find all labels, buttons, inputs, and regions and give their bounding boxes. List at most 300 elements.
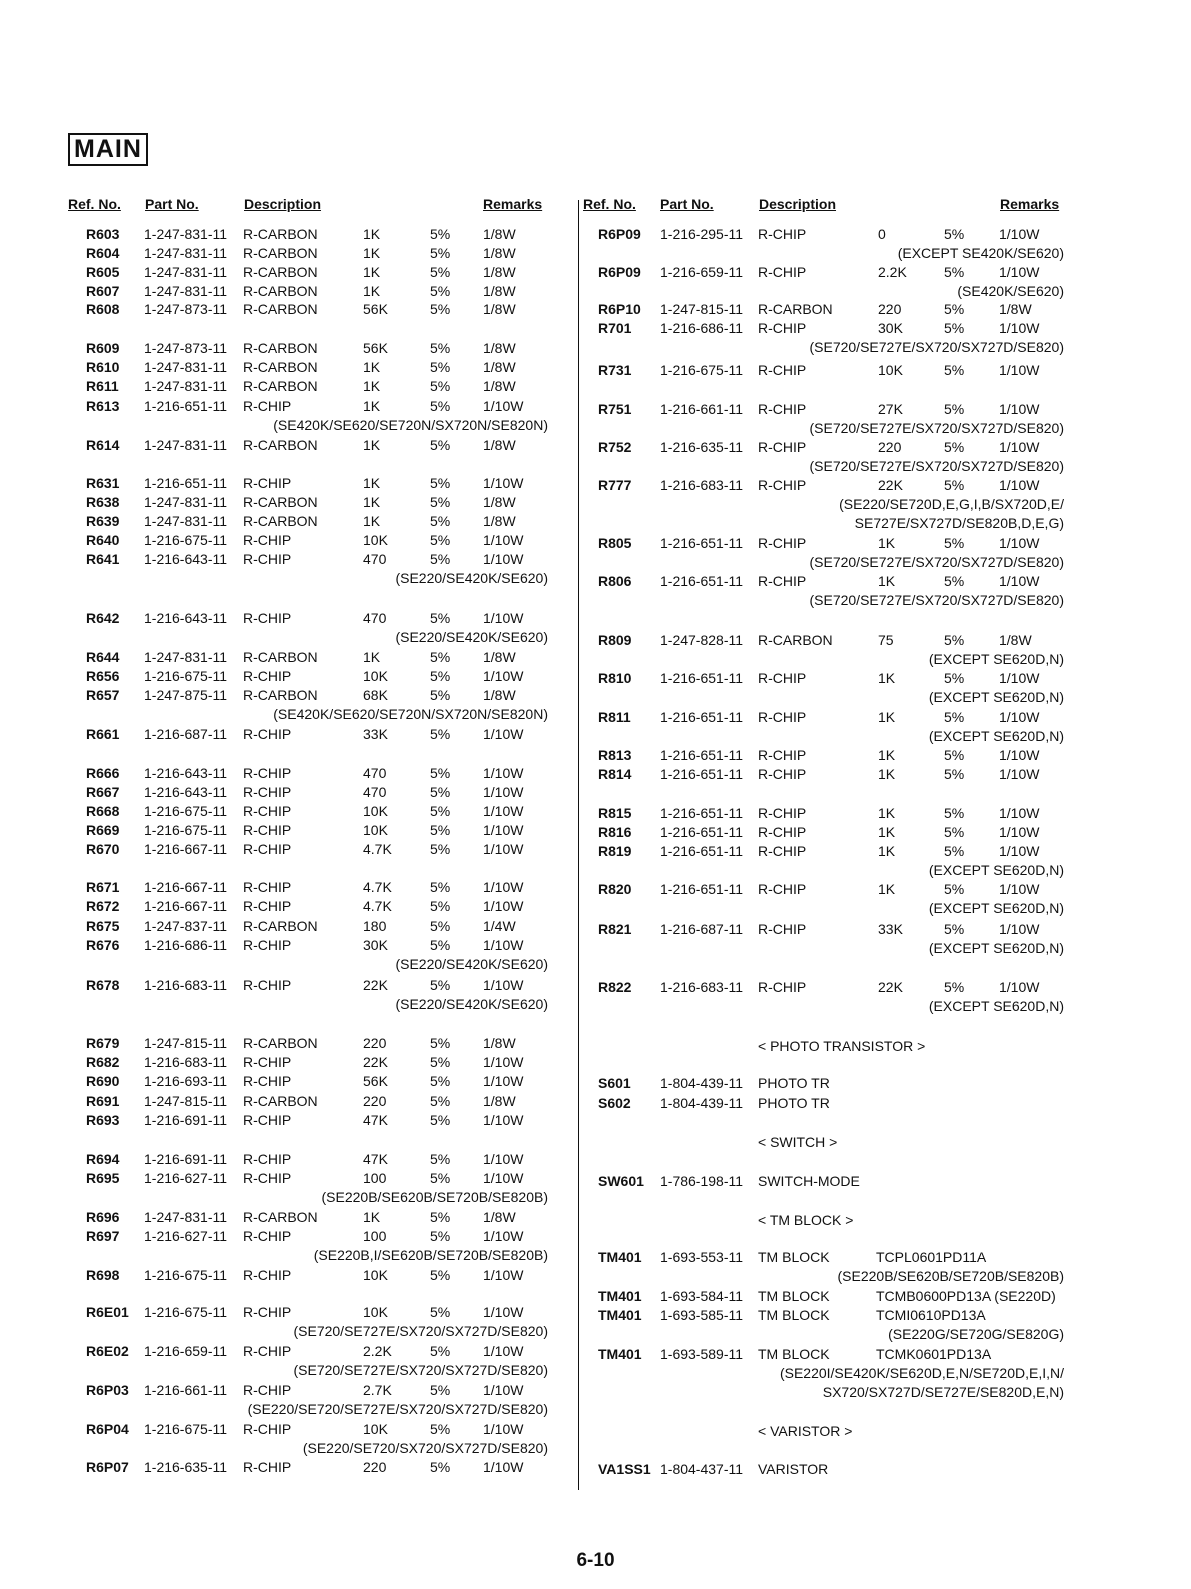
- tolerance: 5%: [430, 1421, 451, 1437]
- tolerance: 5%: [944, 766, 965, 782]
- ref-no: R603: [86, 226, 120, 242]
- part-no: 1-216-693-11: [144, 1073, 228, 1089]
- power-rating: 1/10W: [483, 1151, 524, 1167]
- value: 100: [363, 1228, 387, 1244]
- remark-note: (SE220/SE420K/SE620): [395, 996, 548, 1012]
- part-no: 1-216-686-11: [660, 320, 744, 336]
- value: 220: [363, 1093, 387, 1109]
- description: R-CHIP: [243, 822, 292, 838]
- table-row: [598, 534, 1098, 553]
- value: 1K: [363, 226, 381, 242]
- description: R-CHIP: [243, 1304, 292, 1320]
- section-title-box: MAIN: [68, 133, 148, 166]
- table-row: [86, 686, 586, 705]
- part-no: 1-247-831-11: [144, 359, 228, 375]
- description: R-CHIP: [243, 803, 292, 819]
- table-row: [598, 263, 1098, 282]
- power-rating: 1/10W: [999, 747, 1040, 763]
- ref-no: R816: [598, 824, 632, 840]
- part-no: 1-216-651-11: [660, 670, 744, 686]
- table-row: [86, 282, 586, 301]
- value: 220: [363, 1035, 387, 1051]
- table-row: [86, 648, 586, 667]
- table-row: [86, 493, 586, 512]
- tolerance: 5%: [430, 494, 451, 510]
- part-no: 1-216-667-11: [144, 841, 228, 857]
- part-no: 1-247-831-11: [144, 283, 228, 299]
- part-no: 1-247-873-11: [144, 340, 228, 356]
- remark-note: (SE220/SE720/SE727E/SX720/SX727D/SE820): [247, 1401, 548, 1417]
- table-row: [86, 878, 586, 897]
- tolerance: 5%: [430, 283, 451, 299]
- power-rating: 1/8W: [483, 1035, 516, 1051]
- value: 10K: [363, 803, 388, 819]
- remark-note: (EXCEPT SE420K/SE620): [897, 245, 1064, 261]
- remark-note: (SE420K/SE620): [957, 283, 1064, 299]
- part-no: 1-247-831-11: [144, 649, 228, 665]
- table-row: [598, 1172, 1098, 1191]
- value: 10K: [363, 1267, 388, 1283]
- ref-no: R751: [598, 401, 632, 417]
- description: R-CHIP: [243, 937, 292, 953]
- tolerance: 5%: [430, 918, 451, 934]
- tolerance: 5%: [944, 979, 965, 995]
- tolerance: 5%: [944, 747, 965, 763]
- table-row: [86, 358, 586, 377]
- table-row: [598, 225, 1098, 244]
- table-row: [598, 669, 1098, 688]
- tolerance: 5%: [430, 1054, 451, 1070]
- table-row: [86, 1034, 586, 1053]
- tolerance: 5%: [430, 1112, 451, 1128]
- description: R-CHIP: [758, 921, 807, 937]
- tolerance: 5%: [430, 784, 451, 800]
- ref-no: R631: [86, 475, 120, 491]
- power-rating: 1/10W: [483, 1073, 524, 1089]
- section-switch: < SWITCH >: [758, 1134, 838, 1150]
- remark-note: (SE220B,I/SE620B/SE720B/SE820B): [313, 1247, 548, 1263]
- value: 47K: [363, 1151, 388, 1167]
- ref-no: R666: [86, 765, 120, 781]
- description: R-CHIP: [758, 979, 807, 995]
- ref-no: R690: [86, 1073, 120, 1089]
- part-no: 1-216-651-11: [144, 398, 228, 414]
- value: 0: [878, 226, 886, 242]
- remark-note: (SE220/SE420K/SE620): [395, 570, 548, 586]
- ref-no: R667: [86, 784, 120, 800]
- value: 10K: [363, 1304, 388, 1320]
- ref-no: R6P04: [86, 1421, 129, 1437]
- ref-no: R640: [86, 532, 120, 548]
- ref-no: R668: [86, 803, 120, 819]
- part-no: 1-247-831-11: [144, 245, 228, 261]
- value: 100: [363, 1170, 387, 1186]
- table-row: [86, 436, 586, 455]
- table-row: [86, 474, 586, 493]
- tolerance: 5%: [430, 1382, 451, 1398]
- ref-no: R819: [598, 843, 632, 859]
- ref-no: R811: [598, 709, 631, 725]
- ref-no: R820: [598, 881, 632, 897]
- part-no: 1-804-439-11: [660, 1075, 744, 1091]
- part-no: 1-247-831-11: [144, 226, 228, 242]
- power-rating: 1/10W: [999, 843, 1040, 859]
- part-no: 1-216-643-11: [144, 784, 228, 800]
- ref-no: R691: [86, 1093, 120, 1109]
- description: R-CHIP: [243, 1054, 292, 1070]
- table-row: [598, 823, 1098, 842]
- ref-no: R682: [86, 1054, 120, 1070]
- table-row: [598, 319, 1098, 338]
- value: 10K: [878, 362, 903, 378]
- description: R-CHIP: [243, 898, 292, 914]
- ref-no: R815: [598, 805, 632, 821]
- description: VARISTOR: [758, 1461, 829, 1477]
- part-no: 1-216-683-11: [660, 979, 744, 995]
- description: R-CHIP: [243, 1073, 292, 1089]
- description: R-CHIP: [243, 1343, 292, 1359]
- value: 470: [363, 610, 387, 626]
- power-rating: 1/8W: [483, 283, 516, 299]
- ref-no: R6P10: [598, 301, 641, 317]
- power-rating: 1/8W: [483, 649, 516, 665]
- power-rating: 1/10W: [999, 362, 1040, 378]
- table-row: [86, 821, 586, 840]
- description: R-CHIP: [758, 401, 807, 417]
- block-code: TCMB0600PD13A (SE220D): [876, 1288, 1056, 1304]
- table-row: [86, 1303, 586, 1322]
- description: TM BLOCK: [758, 1307, 830, 1323]
- value: 1K: [363, 359, 381, 375]
- part-no: 1-216-675-11: [144, 668, 228, 684]
- value: 1K: [878, 535, 896, 551]
- remark-note: (SE720/SE727E/SX720/SX727D/SE820): [809, 339, 1064, 355]
- part-no: 1-247-831-11: [144, 437, 228, 453]
- remark-note: (EXCEPT SE620D,N): [928, 998, 1064, 1014]
- table-row: [598, 438, 1098, 457]
- value: 1K: [878, 573, 896, 589]
- power-rating: 1/10W: [483, 879, 524, 895]
- header-remarks: Remarks: [483, 196, 543, 212]
- value: 1K: [363, 378, 381, 394]
- table-row: [86, 1111, 586, 1130]
- tolerance: 5%: [430, 1151, 451, 1167]
- description: R-CARBON: [243, 513, 318, 529]
- part-no: 1-216-686-11: [144, 937, 228, 953]
- power-rating: 1/10W: [999, 226, 1040, 242]
- description: R-CARBON: [243, 226, 318, 242]
- part-no: 1-804-437-11: [660, 1461, 744, 1477]
- description: R-CHIP: [243, 398, 292, 414]
- part-no: 1-247-831-11: [144, 494, 228, 510]
- description: R-CHIP: [243, 784, 292, 800]
- part-no: 1-216-683-11: [660, 477, 744, 493]
- power-rating: 1/10W: [999, 824, 1040, 840]
- description: R-CHIP: [758, 766, 807, 782]
- tolerance: 5%: [944, 670, 965, 686]
- table-row: [86, 667, 586, 686]
- power-rating: 1/8W: [483, 1093, 516, 1109]
- header-description: Description: [244, 196, 322, 212]
- value: 22K: [878, 979, 903, 995]
- power-rating: 1/8W: [999, 301, 1032, 317]
- ref-no: R610: [86, 359, 120, 375]
- description: R-CARBON: [758, 632, 833, 648]
- part-no: 1-216-691-11: [144, 1112, 228, 1128]
- tolerance: 5%: [430, 668, 451, 684]
- value: 33K: [363, 726, 388, 742]
- tolerance: 5%: [944, 805, 965, 821]
- description: R-CHIP: [758, 709, 807, 725]
- header-ref-no-right: Ref. No.: [583, 196, 636, 212]
- description: R-CARBON: [243, 918, 318, 934]
- part-no: 1-247-875-11: [144, 687, 228, 703]
- part-no: 1-216-651-11: [660, 881, 744, 897]
- remark-note: (EXCEPT SE620D,N): [928, 900, 1064, 916]
- part-no: 1-693-589-11: [660, 1346, 744, 1362]
- description: R-CHIP: [758, 881, 807, 897]
- table-row: [598, 920, 1098, 939]
- tolerance: 5%: [430, 551, 451, 567]
- power-rating: 1/8W: [483, 437, 516, 453]
- part-no: 1-216-651-11: [660, 766, 744, 782]
- value: 30K: [878, 320, 903, 336]
- description: R-CHIP: [243, 532, 292, 548]
- table-row: [598, 476, 1098, 495]
- power-rating: 1/10W: [483, 898, 524, 914]
- tolerance: 5%: [944, 320, 965, 336]
- tolerance: 5%: [944, 632, 965, 648]
- description: R-CHIP: [243, 610, 292, 626]
- table-row: [86, 1227, 586, 1246]
- value: 33K: [878, 921, 903, 937]
- description: R-CARBON: [243, 378, 318, 394]
- power-rating: 1/10W: [483, 1304, 524, 1320]
- table-row: [598, 1287, 1098, 1306]
- table-row: [598, 1094, 1098, 1113]
- table-row: [86, 225, 586, 244]
- ref-no: R6E01: [86, 1304, 129, 1320]
- ref-no: R6P07: [86, 1459, 129, 1475]
- tolerance: 5%: [430, 726, 451, 742]
- tolerance: 5%: [944, 226, 965, 242]
- table-row: [86, 377, 586, 396]
- table-row: [598, 361, 1098, 380]
- value: 1K: [363, 264, 381, 280]
- description: R-CHIP: [243, 1421, 292, 1437]
- power-rating: 1/8W: [483, 378, 516, 394]
- part-no: 1-216-635-11: [144, 1459, 228, 1475]
- tolerance: 5%: [430, 822, 451, 838]
- tolerance: 5%: [430, 1073, 451, 1089]
- ref-no: R813: [598, 747, 632, 763]
- power-rating: 1/10W: [483, 1382, 524, 1398]
- power-rating: 1/10W: [483, 398, 524, 414]
- power-rating: 1/8W: [483, 245, 516, 261]
- tolerance: 5%: [430, 649, 451, 665]
- part-no: 1-247-815-11: [144, 1093, 228, 1109]
- part-no: 1-247-831-11: [144, 513, 228, 529]
- power-rating: 1/10W: [483, 1459, 524, 1475]
- power-rating: 1/8W: [483, 1209, 516, 1225]
- value: 22K: [363, 977, 388, 993]
- header-part-no-right: Part No.: [660, 196, 714, 212]
- ref-no: R613: [86, 398, 120, 414]
- part-no: 1-216-687-11: [144, 726, 228, 742]
- part-no: 1-247-873-11: [144, 301, 228, 317]
- tolerance: 5%: [430, 879, 451, 895]
- value: 27K: [878, 401, 903, 417]
- power-rating: 1/10W: [483, 1054, 524, 1070]
- ref-no: R6P03: [86, 1382, 129, 1398]
- power-rating: 1/10W: [483, 1170, 524, 1186]
- description: R-CHIP: [758, 362, 807, 378]
- tolerance: 5%: [430, 1304, 451, 1320]
- tolerance: 5%: [944, 709, 965, 725]
- power-rating: 1/10W: [999, 535, 1040, 551]
- part-no: 1-693-553-11: [660, 1249, 744, 1265]
- description: R-CHIP: [243, 1170, 292, 1186]
- description: R-CHIP: [758, 477, 807, 493]
- table-row: [86, 1072, 586, 1091]
- tolerance: 5%: [430, 1228, 451, 1244]
- table-row: [86, 531, 586, 550]
- description: R-CHIP: [758, 439, 807, 455]
- table-row: [86, 550, 586, 569]
- tolerance: 5%: [430, 437, 451, 453]
- table-row: [86, 802, 586, 821]
- description: R-CHIP: [243, 1228, 292, 1244]
- tolerance: 5%: [430, 1035, 451, 1051]
- tolerance: 5%: [430, 1267, 451, 1283]
- power-rating: 1/8W: [999, 632, 1032, 648]
- value: 1K: [363, 494, 381, 510]
- description: R-CHIP: [758, 824, 807, 840]
- ref-no: R675: [86, 918, 120, 934]
- power-rating: 1/8W: [483, 226, 516, 242]
- table-row: [86, 1208, 586, 1227]
- description: R-CHIP: [758, 226, 807, 242]
- power-rating: 1/10W: [999, 401, 1040, 417]
- block-code: TCMK0601PD13A: [876, 1346, 992, 1362]
- part-no: 1-216-675-11: [144, 803, 228, 819]
- value: 10K: [363, 668, 388, 684]
- value: 1K: [363, 245, 381, 261]
- part-no: 1-693-584-11: [660, 1288, 744, 1304]
- table-row: [86, 936, 586, 955]
- description: R-CHIP: [243, 1382, 292, 1398]
- table-row: [86, 1150, 586, 1169]
- power-rating: 1/4W: [483, 918, 516, 934]
- value: 4.7K: [363, 898, 392, 914]
- tolerance: 5%: [944, 535, 965, 551]
- power-rating: 1/8W: [483, 340, 516, 356]
- table-row: [86, 512, 586, 531]
- description: R-CARBON: [243, 283, 318, 299]
- header-part-no: Part No.: [145, 196, 199, 212]
- remark-note: (EXCEPT SE620D,N): [928, 689, 1064, 705]
- part-no: 1-216-675-11: [144, 532, 228, 548]
- description: R-CARBON: [243, 437, 318, 453]
- part-no: 1-216-661-11: [660, 401, 744, 417]
- part-no: 1-216-643-11: [144, 551, 228, 567]
- part-no: 1-216-659-11: [660, 264, 744, 280]
- table-row: [598, 1306, 1098, 1325]
- remark-note: (EXCEPT SE620D,N): [928, 940, 1064, 956]
- table-row: [86, 397, 586, 416]
- remark-note: (SE420K/SE620/SE720N/SX720N/SE820N): [273, 417, 548, 433]
- ref-no: TM401: [598, 1307, 642, 1323]
- ref-no: R731: [598, 362, 632, 378]
- power-rating: 1/10W: [483, 937, 524, 953]
- ref-no: R609: [86, 340, 120, 356]
- value: 10K: [363, 1421, 388, 1437]
- part-no: 1-216-627-11: [144, 1228, 228, 1244]
- ref-no: R752: [598, 439, 632, 455]
- table-row: [598, 708, 1098, 727]
- power-rating: 1/10W: [999, 881, 1040, 897]
- section-tm-block: < TM BLOCK >: [758, 1212, 854, 1228]
- value: 68K: [363, 687, 388, 703]
- part-no: 1-216-651-11: [660, 805, 744, 821]
- table-row: [598, 572, 1098, 591]
- tolerance: 5%: [430, 1459, 451, 1475]
- table-row: [598, 631, 1098, 650]
- description: R-CARBON: [243, 687, 318, 703]
- table-row: [86, 339, 586, 358]
- description: R-CARBON: [243, 245, 318, 261]
- tolerance: 5%: [944, 881, 965, 897]
- ref-no: R641: [86, 551, 120, 567]
- tolerance: 5%: [430, 1093, 451, 1109]
- ref-no: R698: [86, 1267, 120, 1283]
- tolerance: 5%: [430, 977, 451, 993]
- table-row: [598, 1460, 1098, 1479]
- table-row: [598, 300, 1098, 319]
- ref-no: R697: [86, 1228, 120, 1244]
- description: R-CHIP: [758, 747, 807, 763]
- ref-no: R642: [86, 610, 120, 626]
- value: 56K: [363, 340, 388, 356]
- remark-note: (SE220I/SE420K/SE620D,E,N/SE720D,E,I,N/: [779, 1365, 1064, 1381]
- value: 470: [363, 551, 387, 567]
- power-rating: 1/10W: [999, 477, 1040, 493]
- ref-no: R639: [86, 513, 120, 529]
- value: 1K: [878, 881, 896, 897]
- block-code: TCMI0610PD13A: [876, 1307, 986, 1323]
- power-rating: 1/10W: [483, 668, 524, 684]
- description: R-CARBON: [243, 359, 318, 375]
- value: 220: [363, 1459, 387, 1475]
- power-rating: 1/10W: [999, 766, 1040, 782]
- table-row: [598, 765, 1098, 784]
- ref-no: R669: [86, 822, 120, 838]
- remark-note: SX720/SX727D/SE727E/SE820D,E,N): [822, 1384, 1064, 1400]
- part-no: 1-216-675-11: [144, 1267, 228, 1283]
- table-row: [598, 746, 1098, 765]
- remark-note: (SE420K/SE620/SE720N/SX720N/SE820N): [273, 706, 548, 722]
- part-no: 1-216-651-11: [660, 824, 744, 840]
- tolerance: 5%: [430, 687, 451, 703]
- remark-note: (SE720/SE727E/SX720/SX727D/SE820): [809, 458, 1064, 474]
- tolerance: 5%: [430, 1170, 451, 1186]
- description: R-CHIP: [243, 977, 292, 993]
- description: R-CHIP: [243, 726, 292, 742]
- ref-no: TM401: [598, 1249, 642, 1265]
- value: 10K: [363, 532, 388, 548]
- remark-note: (EXCEPT SE620D,N): [928, 651, 1064, 667]
- power-rating: 1/10W: [999, 709, 1040, 725]
